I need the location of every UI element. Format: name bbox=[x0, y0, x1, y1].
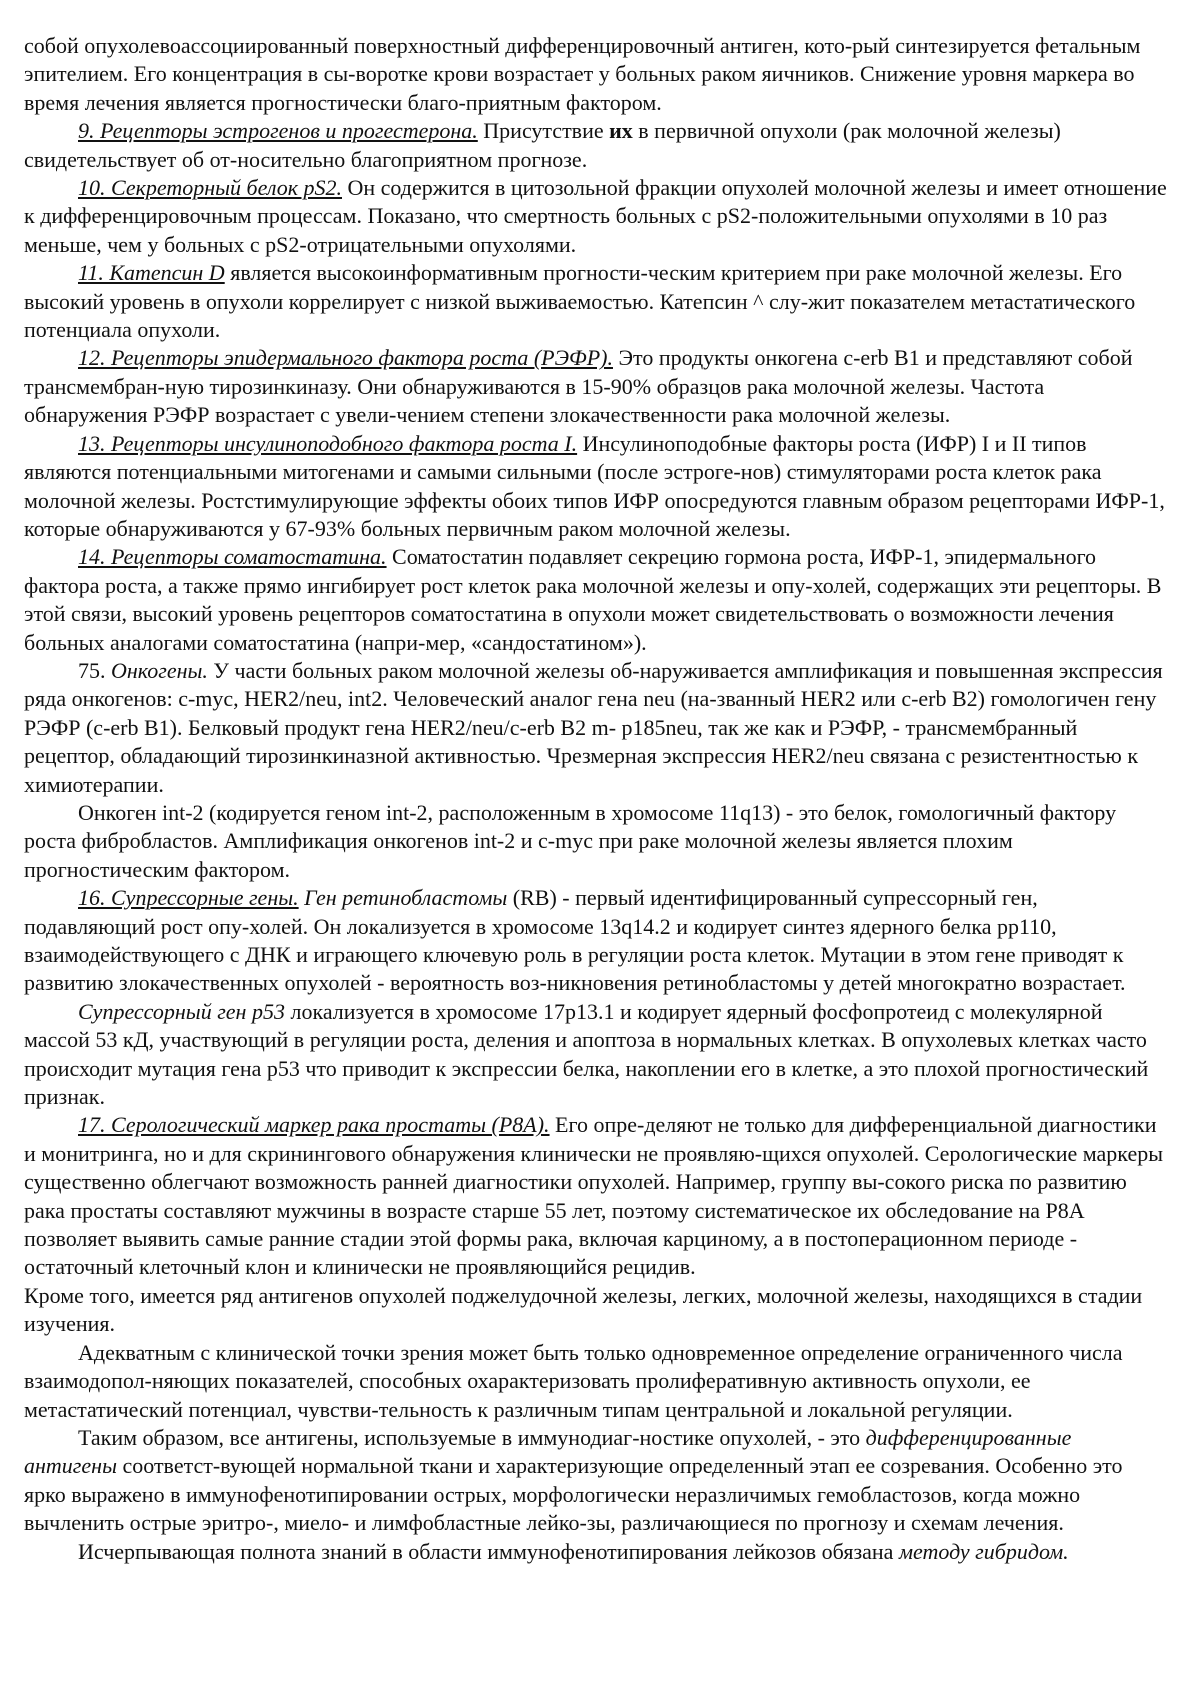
paragraph-13 bbox=[24, 430, 1168, 544]
paragraph-12 bbox=[24, 344, 1168, 429]
paragraph-text: в первичной опухоли (рак молочной железы) свидетельствует об от-носительно благоприятном прогнозе. bbox=[24, 118, 1061, 172]
paragraph-text: Он содержится в цитозольной фракции опухолей молочной железы и имеет отношение к дифференцировочным процессам. Показано, что смертность больных с pS2-положительными опухолями в 10 раз меньше, чем у больных с pS2-отрицательными опухолями. bbox=[24, 175, 1167, 257]
paragraph-intro bbox=[24, 32, 1168, 117]
paragraph-15b bbox=[24, 799, 1168, 884]
paragraph-18 bbox=[24, 1282, 1168, 1339]
paragraph-text: Онкоген int-2 (кодируется геном int-2, расположенным в хромосоме 11q13) - это белок, гомологичный фактору роста фибробластов. Амплификация онкогенов int-2 и c-myc при раке молочной железы является плохим прогностическим фактором. bbox=[24, 799, 1117, 882]
paragraph-text: Соматостатин подавляет секрецию гормона роста, ИФР-1, эпидермального фактора роста, а также прямо ингибирует рост клеток рака молочной железы и опу-холей, содержащих эти рецепторы. В этой связи, высокий уровень рецепторов соматостатина в опухоли может свидетельствовать о возможности лечения больных аналогами соматостатина (напри-мер, «сандостатином»). bbox=[24, 544, 1162, 655]
section-heading-14: 14. Рецепторы соматостатина. bbox=[78, 544, 387, 570]
paragraph-text: локализуется в хромосоме 17p13.1 и кодирует ядерный фосфопротеид с молекулярной массой 53 кД, участвующий в регуляции роста, деления и апоптоза в нормальных клетках. В опухолевых клетках часто происходит мутация гена p53 что приводит к экспрессии белка, накоплении его в клетке, а это плохой прогностический признак. bbox=[24, 998, 1149, 1110]
section-heading-10: 10. Секреторный белок pS2. bbox=[78, 175, 342, 201]
paragraph-text: Инсулиноподобные факторы роста (ИФР) I и II типов являются потенциальными митогенами и самыми сильными (после эстроге-нов) стимуляторами роста клеток рака молочной железы. Ростстимулирующие эффекты обоих типов ИФР опосредуются главным образом рецепторами ИФР-1, которые обнаруживаются у 67-93% больных первичным раком молочной железы. bbox=[24, 430, 1165, 541]
paragraph-11 bbox=[24, 259, 1168, 344]
paragraph-16b bbox=[24, 998, 1168, 1112]
section-heading-17: 17. Серологический маркер рака простаты (P8A). bbox=[78, 1112, 550, 1138]
paragraph-text: У части больных раком молочной железы об-наруживается амплификация и повышенная экспрессия ряда онкогенов: c-myc, HER2/neu, int2. Человеческий аналог гена neu (на-званный HER2 или c-erb B2) гомологичен гену РЭФР (c-erb B1). Белковый продукт гена HER2/neu/c-erb B2 m- p185neu, так же как и РЭФР, - трансмембранный рецептор, обладающий тирозинкиназной активностью. Чрезмерная экспрессия HER2/neu связана с резистентностью к химиотерапии. bbox=[24, 657, 1163, 797]
paragraph-text: Присутствие bbox=[477, 118, 610, 144]
section-number-15: 75. bbox=[78, 657, 111, 683]
paragraph-text: собой опухолевоассоциированный поверхностный дифференцировочный антиген, кото-рый синтезируется фетальным эпителием. Его концентрация в сы-воротке крови возрастает у больных раком яичников. Снижение уровня маркера во время лечения является прогностически благо-приятным фактором. bbox=[24, 33, 1141, 115]
paragraph-text: Адекватным с клинической точки зрения может быть только одновременное определение ограниченного числа взаимодопол-няющих показателей, способных охарактеризовать пролиферативную активность опухоли, ее метастатический потенциал, чувстви-тельность к различным типам центральной и локальной регуляции. bbox=[24, 1339, 1123, 1422]
paragraph-text: Таким образом, все антигены, используемые в иммунодиаг-ностике опухолей, - это bbox=[78, 1424, 866, 1450]
paragraph-text: Исчерпывающая полнота знаний в области иммунофенотипирования лейкозов обязана bbox=[78, 1538, 899, 1564]
paragraph-17 bbox=[24, 1111, 1168, 1281]
bold-word: их bbox=[609, 118, 633, 144]
section-heading-12: 12. Рецепторы эпидермального фактора роста (РЭФР). bbox=[78, 345, 613, 371]
paragraph-10 bbox=[24, 174, 1168, 259]
paragraph-text: соответст-вующей нормальной ткани и характеризующие определенный этап ее созревания. Особенно это ярко выражено в иммунофенотипировании острых, морфологически неразличимых гемобластозов, когда можно вычленить острые эритро-, миело- и лимфобластные лейко-зы, различающиеся по прогнозу и схемам лечения. bbox=[24, 1453, 1123, 1536]
paragraph-text: Его опре-деляют не только для дифференциальной диагностики и монитринга, но и для скринингового обнаружения клинически не проявляю-щихся опухолей. Серологические маркеры существенно облегчают возможность ранней диагностики опухолей. Например, группу вы-сокого риска по развитию рака простаты составляют мужчины в возрасте старше 55 лет, поэтому систематическое их обследование на P8A позволяет выявить самые ранние стадии этой формы рака, включая карциному, а в постоперационном периоде - остаточный клеточный клон и клинически не проявляющийся рецидив. bbox=[24, 1112, 1163, 1280]
paragraph-20 bbox=[24, 1424, 1168, 1538]
paragraph-text: является высокоинформативным прогности-ческим критерием при раке молочной железы. Его высокий уровень в опухоли коррелирует с низкой выживаемостью. Катепсин ^ слу-жит показателем метастатического потенциала опухоли. bbox=[24, 260, 1136, 343]
paragraph-16 bbox=[24, 884, 1168, 998]
paragraph-9 bbox=[24, 117, 1168, 174]
italic-term: Ген ретинобластомы bbox=[298, 885, 508, 911]
section-heading-11: 11. Катепсин D bbox=[78, 260, 225, 286]
section-heading-16: 16. Супрессорные гены. bbox=[78, 885, 299, 911]
paragraph-text: Кроме того, имеется ряд антигенов опухолей поджелудочной железы, легких, молочной железы, находящихся в стадии изучения. bbox=[24, 1282, 1143, 1337]
section-heading-13: 13. Рецепторы инсулиноподобного фактора роста I. bbox=[78, 430, 578, 456]
paragraph-14 bbox=[24, 543, 1168, 657]
paragraph-text: (RB) - первый идентифицированный супрессорный ген, подавляющий рост опу-холей. Он локализуется в хромосоме 13q14.2 и кодирует синтез ядерного белка pp110, взаимодействующего с ДНК и играющего ключевую роль в регуляции роста клеток. Мутации в этом гене приводят к развитию злокачественных опухолей - вероятность воз-никновения ретинобластомы у детей многократно возрастает. bbox=[24, 885, 1126, 996]
paragraph-15 bbox=[24, 657, 1168, 799]
section-heading-9: 9. Рецепторы эстрогенов и прогестерона. bbox=[78, 118, 478, 144]
italic-term: Супрессорный ген p53 bbox=[78, 998, 285, 1024]
italic-term: дифференцированные антигены bbox=[24, 1424, 1072, 1479]
section-heading-15: Онкогены. bbox=[111, 657, 208, 683]
italic-term: методу гибридом. bbox=[898, 1538, 1069, 1564]
paragraph-text: Это продукты онкогена c-erb B1 и представляют собой трансмембран-ную тирозинкиназу. Они обнаруживаются в 15-90% образцов рака молочной железы. Частота обнаружения РЭФР возрастает с увели-чением степени злокачественности рака молочной железы. bbox=[24, 345, 1133, 428]
paragraph-19 bbox=[24, 1339, 1168, 1424]
paragraph-21 bbox=[24, 1538, 1168, 1566]
